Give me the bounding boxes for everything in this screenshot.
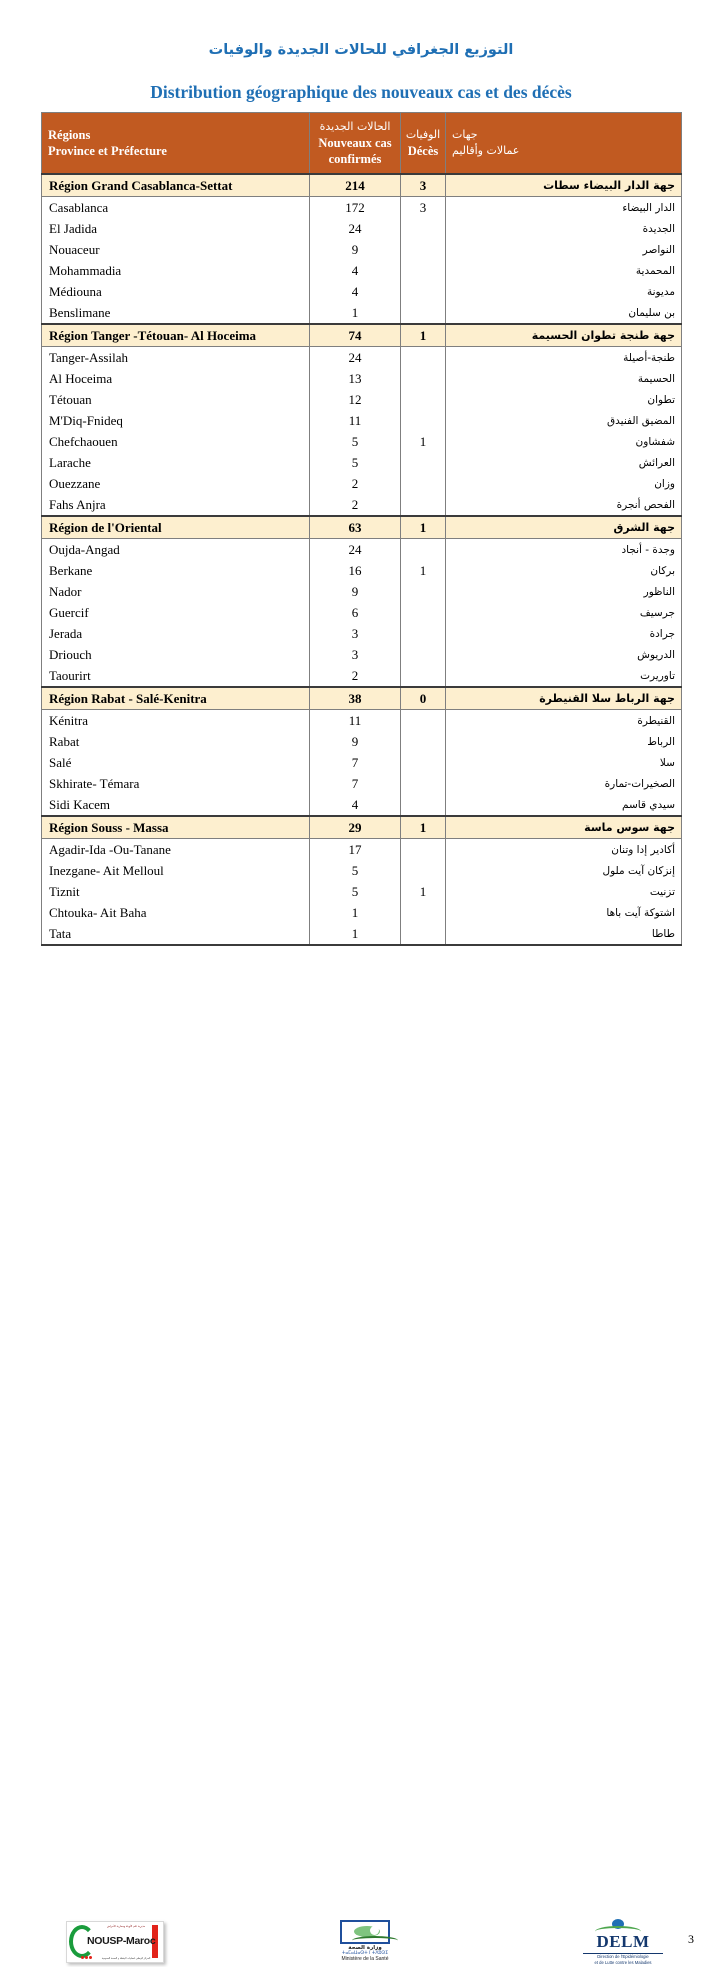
province-deaths	[401, 539, 446, 561]
province-new-cases: 24	[310, 218, 401, 239]
province-deaths	[401, 347, 446, 369]
province-deaths	[401, 794, 446, 816]
province-new-cases: 3	[310, 623, 401, 644]
delm-subtitle-line2: et de Lutte contre les Maladies	[594, 1960, 652, 1966]
province-name-french: Guercif	[42, 602, 310, 623]
province-name-arabic: بن سليمان	[446, 302, 682, 324]
province-name-french: Tétouan	[42, 389, 310, 410]
province-name-french: Sidi Kacem	[42, 794, 310, 816]
province-name-arabic: سيدي قاسم	[446, 794, 682, 816]
province-new-cases: 12	[310, 389, 401, 410]
ministry-wave-icon	[352, 1936, 398, 1945]
region-group	[42, 816, 682, 945]
table-row	[42, 623, 682, 644]
table-row	[42, 860, 682, 881]
province-deaths	[401, 581, 446, 602]
province-name-french: Chefchaouen	[42, 431, 310, 452]
region-total-cases: 214	[310, 174, 401, 197]
table-row	[42, 581, 682, 602]
region-name-french: Région Tanger -Tétouan- Al Hoceima	[42, 324, 310, 347]
province-new-cases: 5	[310, 860, 401, 881]
province-name-french: Oujda-Angad	[42, 539, 310, 561]
province-deaths	[401, 644, 446, 665]
delm-logo	[583, 1918, 663, 1966]
column-header-regions-label: Régions	[48, 127, 91, 142]
province-name-french: Tata	[42, 923, 310, 945]
region-name-french: Région Rabat - Salé-Kenitra	[42, 687, 310, 710]
province-name-arabic: تاوريرت	[446, 665, 682, 687]
delm-logo-text: DELM	[583, 1932, 663, 1954]
province-name-french: Larache	[42, 452, 310, 473]
province-name-french: Casablanca	[42, 197, 310, 219]
table-row	[42, 218, 682, 239]
region-summary-row	[42, 174, 682, 197]
region-name-arabic: جهة الرباط سلا القنيطرة	[446, 687, 682, 710]
province-name-french: Skhirate- Témara	[42, 773, 310, 794]
table-row	[42, 452, 682, 473]
region-total-cases: 63	[310, 516, 401, 539]
table-row	[42, 389, 682, 410]
province-deaths	[401, 239, 446, 260]
column-header-deaths-arabic: الوفيات	[405, 127, 441, 141]
province-name-french: Tanger-Assilah	[42, 347, 310, 369]
table-row	[42, 302, 682, 324]
province-name-arabic: المضيق الفنيدق	[446, 410, 682, 431]
province-name-arabic: جرادة	[446, 623, 682, 644]
province-name-arabic: وجدة - أنجاد	[446, 539, 682, 561]
province-name-french: Taourirt	[42, 665, 310, 687]
table-row	[42, 368, 682, 389]
region-summary-row	[42, 816, 682, 839]
region-total-deaths: 1	[401, 324, 446, 347]
province-name-french: Mohammadia	[42, 260, 310, 281]
table-row	[42, 281, 682, 302]
province-name-french: Inezgane- Ait Melloul	[42, 860, 310, 881]
province-name-arabic: بركان	[446, 560, 682, 581]
province-name-arabic: مديونة	[446, 281, 682, 302]
ministry-frame-icon	[340, 1920, 390, 1944]
province-name-french: Chtouka- Ait Baha	[42, 902, 310, 923]
nousp-top-arabic-text: مديرية علم الأوبئة ومحاربة الأمراض	[106, 1925, 146, 1928]
province-new-cases: 2	[310, 473, 401, 494]
province-name-arabic: الدار البيضاء	[446, 197, 682, 219]
column-header-new-cases-arabic: الحالات الجديدة	[319, 119, 391, 133]
column-header-regions-arabic-label: جهات	[452, 128, 478, 142]
table-row	[42, 347, 682, 369]
province-name-french: Driouch	[42, 644, 310, 665]
region-name-french: Région de l'Oriental	[42, 516, 310, 539]
province-new-cases: 3	[310, 644, 401, 665]
ministry-of-health-logo	[332, 1920, 398, 1962]
province-deaths: 3	[401, 197, 446, 219]
geographic-distribution-table-container	[41, 112, 681, 946]
province-new-cases: 13	[310, 368, 401, 389]
province-name-french: Médiouna	[42, 281, 310, 302]
ministry-name-french: Ministère de la Santé	[341, 1956, 389, 1962]
page-footer	[0, 955, 722, 1966]
province-name-arabic: إنزكان آيت ملول	[446, 860, 682, 881]
province-deaths: 1	[401, 431, 446, 452]
province-deaths	[401, 902, 446, 923]
region-group	[42, 174, 682, 324]
region-total-deaths: 1	[401, 816, 446, 839]
table-row	[42, 773, 682, 794]
province-new-cases: 11	[310, 410, 401, 431]
region-total-cases: 74	[310, 324, 401, 347]
column-header-region-french	[42, 113, 310, 175]
table-row	[42, 665, 682, 687]
table-row	[42, 431, 682, 452]
region-name-arabic: جهة الدار البيضاء سطات	[446, 174, 682, 197]
province-new-cases: 4	[310, 260, 401, 281]
province-name-arabic: جرسيف	[446, 602, 682, 623]
province-new-cases: 4	[310, 794, 401, 816]
province-deaths	[401, 665, 446, 687]
province-name-arabic: القنيطرة	[446, 710, 682, 732]
province-name-arabic: النواصر	[446, 239, 682, 260]
province-deaths	[401, 494, 446, 516]
table-row	[42, 923, 682, 945]
region-group	[42, 687, 682, 816]
province-new-cases: 11	[310, 710, 401, 732]
table-row	[42, 473, 682, 494]
table-row	[42, 602, 682, 623]
province-deaths	[401, 710, 446, 732]
province-deaths	[401, 839, 446, 861]
table-row	[42, 410, 682, 431]
province-name-arabic: الحسيمة	[446, 368, 682, 389]
table-row	[42, 752, 682, 773]
table-header	[42, 113, 682, 175]
column-header-province-label: Province et Préfecture	[48, 144, 167, 158]
region-summary-row	[42, 516, 682, 539]
province-new-cases: 1	[310, 902, 401, 923]
province-name-arabic: الفحص أنجرة	[446, 494, 682, 516]
province-deaths	[401, 302, 446, 324]
province-name-french: Nouaceur	[42, 239, 310, 260]
province-name-arabic: اشتوكة آيت باها	[446, 902, 682, 923]
province-new-cases: 16	[310, 560, 401, 581]
nousp-logo-text: NOUSP-Maroc	[87, 1935, 156, 1947]
province-new-cases: 1	[310, 302, 401, 324]
column-header-deaths-french: Décès	[407, 143, 439, 158]
region-total-deaths: 1	[401, 516, 446, 539]
region-total-cases: 29	[310, 816, 401, 839]
nousp-maroc-logo	[66, 1921, 164, 1963]
ministry-crescent-icon	[370, 1926, 379, 1935]
province-name-french: Rabat	[42, 731, 310, 752]
province-name-arabic: الصخيرات-تمارة	[446, 773, 682, 794]
province-new-cases: 7	[310, 752, 401, 773]
province-name-french: Benslimane	[42, 302, 310, 324]
province-name-arabic: الرباط	[446, 731, 682, 752]
province-name-french: M'Diq-Fnideq	[42, 410, 310, 431]
province-deaths	[401, 860, 446, 881]
province-deaths	[401, 773, 446, 794]
province-deaths	[401, 473, 446, 494]
province-name-french: Agadir-Ida -Ou-Tanane	[42, 839, 310, 861]
table-row	[42, 644, 682, 665]
table-header-row	[42, 113, 682, 175]
province-name-arabic: طنجة-أصيلة	[446, 347, 682, 369]
table-row	[42, 494, 682, 516]
province-name-arabic: طاطا	[446, 923, 682, 945]
province-new-cases: 9	[310, 239, 401, 260]
province-deaths	[401, 281, 446, 302]
region-name-french: Région Grand Casablanca-Settat	[42, 174, 310, 197]
province-new-cases: 17	[310, 839, 401, 861]
province-new-cases: 7	[310, 773, 401, 794]
province-new-cases: 9	[310, 581, 401, 602]
column-header-deaths	[401, 113, 446, 175]
province-new-cases: 1	[310, 923, 401, 945]
region-name-arabic: جهة طنجة تطوان الحسيمة	[446, 324, 682, 347]
province-name-arabic: العرائش	[446, 452, 682, 473]
table-row	[42, 539, 682, 561]
page-title-arabic: التوزيع الجغرافي للحالات الجديدة والوفيات	[208, 42, 514, 58]
delm-subtitle	[583, 1954, 663, 1967]
province-name-arabic: شفشاون	[446, 431, 682, 452]
table-row	[42, 839, 682, 861]
province-new-cases: 5	[310, 881, 401, 902]
delm-subtitle-line1: Direction de l'Epidémiologie	[597, 1954, 649, 1959]
nousp-bottom-arabic-text: المركز الوطني لعمليات اليقظة و الصحة العمومية	[101, 1956, 151, 1960]
province-name-arabic: الناظور	[446, 581, 682, 602]
province-deaths	[401, 389, 446, 410]
column-header-new-cases-french-line1: Nouveaux cas	[318, 135, 392, 150]
table-row	[42, 731, 682, 752]
nousp-dots-icon	[81, 1956, 92, 1959]
province-name-arabic: سلا	[446, 752, 682, 773]
province-name-arabic: وزان	[446, 473, 682, 494]
province-name-arabic: تزنيت	[446, 881, 682, 902]
region-group	[42, 324, 682, 516]
geographic-distribution-table	[41, 112, 682, 946]
page-number: 3	[688, 1932, 694, 1946]
region-summary-row	[42, 324, 682, 347]
column-header-new-cases	[310, 113, 401, 175]
province-new-cases: 172	[310, 197, 401, 219]
province-new-cases: 5	[310, 452, 401, 473]
province-name-french: Berkane	[42, 560, 310, 581]
province-deaths	[401, 623, 446, 644]
table-row	[42, 902, 682, 923]
province-new-cases: 6	[310, 602, 401, 623]
province-deaths	[401, 752, 446, 773]
province-new-cases: 24	[310, 539, 401, 561]
page-title-french: Distribution géographique des nouveaux cas et des décès	[150, 82, 572, 102]
province-deaths	[401, 602, 446, 623]
region-summary-row	[42, 687, 682, 710]
table-row	[42, 710, 682, 732]
province-name-french: Al Hoceima	[42, 368, 310, 389]
province-name-arabic: الجديدة	[446, 218, 682, 239]
column-header-region-arabic	[446, 113, 682, 175]
province-deaths	[401, 731, 446, 752]
table-row	[42, 560, 682, 581]
province-new-cases: 2	[310, 665, 401, 687]
province-name-arabic: أكادير إدا وتنان	[446, 839, 682, 861]
province-new-cases: 4	[310, 281, 401, 302]
table-row	[42, 881, 682, 902]
region-total-deaths: 3	[401, 174, 446, 197]
region-name-arabic: جهة الشرق	[446, 516, 682, 539]
column-header-provinces-arabic-label: عمالات وأقاليم	[452, 144, 520, 157]
province-name-french: Fahs Anjra	[42, 494, 310, 516]
province-deaths	[401, 218, 446, 239]
ministry-name-tifinagh: ⵜⴰⵎⴰⵡⴰⵙⵜ ⵏ ⵜⴷⵓⵙⵉ	[341, 1951, 389, 1956]
province-new-cases: 2	[310, 494, 401, 516]
ministry-name-arabic: وزارة الصحة	[348, 1945, 382, 1951]
region-total-cases: 38	[310, 687, 401, 710]
region-group	[42, 516, 682, 687]
province-deaths: 1	[401, 560, 446, 581]
province-name-french: Nador	[42, 581, 310, 602]
table-row	[42, 197, 682, 219]
province-new-cases: 24	[310, 347, 401, 369]
province-name-french: Kénitra	[42, 710, 310, 732]
table-row	[42, 239, 682, 260]
province-deaths: 1	[401, 881, 446, 902]
province-deaths	[401, 452, 446, 473]
province-deaths	[401, 368, 446, 389]
province-name-french: El Jadida	[42, 218, 310, 239]
province-new-cases: 5	[310, 431, 401, 452]
province-name-french: Jerada	[42, 623, 310, 644]
province-name-arabic: المحمدية	[446, 260, 682, 281]
region-name-arabic: جهة سوس ماسة	[446, 816, 682, 839]
region-total-deaths: 0	[401, 687, 446, 710]
region-name-french: Région Souss - Massa	[42, 816, 310, 839]
province-name-arabic: الدريوش	[446, 644, 682, 665]
province-new-cases: 9	[310, 731, 401, 752]
province-name-french: Ouezzane	[42, 473, 310, 494]
province-deaths	[401, 260, 446, 281]
province-name-french: Tiznit	[42, 881, 310, 902]
table-row	[42, 260, 682, 281]
province-name-arabic: تطوان	[446, 389, 682, 410]
province-name-french: Salé	[42, 752, 310, 773]
province-deaths	[401, 923, 446, 945]
province-deaths	[401, 410, 446, 431]
table-row	[42, 794, 682, 816]
column-header-new-cases-french-line2: confirmés	[328, 151, 382, 166]
